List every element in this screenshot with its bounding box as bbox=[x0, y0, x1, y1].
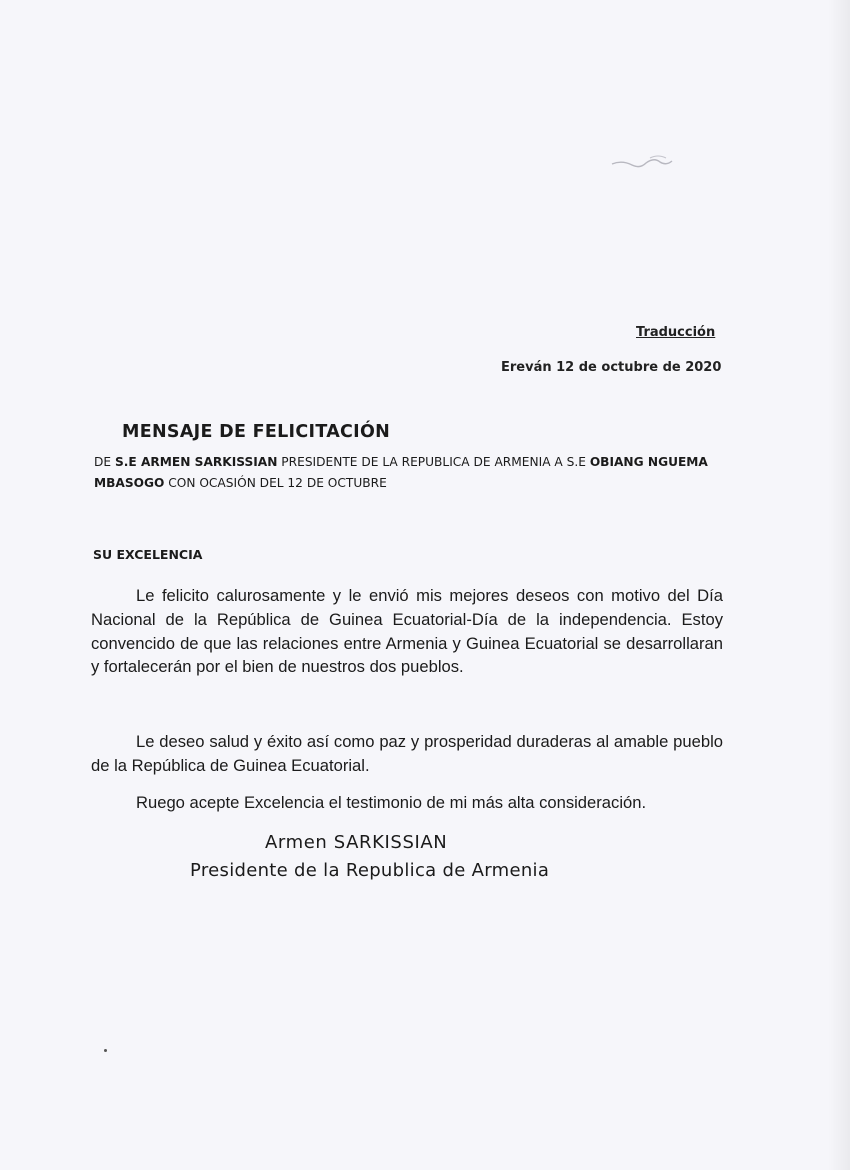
date-line: Ereván 12 de octubre de 2020 bbox=[501, 360, 722, 375]
scan-edge-shadow bbox=[828, 0, 850, 1170]
subtitle-suffix: CON OCASIÓN DEL 12 DE OCTUBRE bbox=[164, 476, 387, 490]
recipient-name-1: OBIANG NGUEMA bbox=[589, 455, 708, 469]
message-title: MENSAJE DE FELICITACIÓN bbox=[122, 422, 391, 442]
signature-name: Armen SARKISSIAN bbox=[265, 832, 448, 853]
scan-smudge-mark bbox=[610, 152, 674, 174]
recipient-name-2: MBASOGO bbox=[94, 476, 165, 490]
body-paragraph-3: Ruego acepte Excelencia el testimonio de mi más alta consideración. bbox=[136, 793, 647, 812]
subtitle-se: S.E bbox=[114, 455, 141, 469]
signature-title: Presidente de la Republica de Armenia bbox=[190, 860, 550, 881]
translation-label: Traducción bbox=[636, 325, 716, 340]
message-subtitle bbox=[94, 452, 708, 494]
body-paragraph-1-block bbox=[91, 584, 723, 679]
subtitle-middle: PRESIDENTE DE LA REPUBLICA DE ARMENIA A S.E bbox=[277, 455, 590, 469]
body-paragraph-3-block bbox=[91, 791, 723, 815]
sender-name: ARMEN SARKISSIAN bbox=[140, 455, 278, 469]
body-paragraph-2-block bbox=[91, 730, 723, 778]
scan-speck bbox=[104, 1049, 107, 1052]
salutation: SU EXCELENCIA bbox=[93, 547, 203, 562]
subtitle-prefix: DE bbox=[94, 455, 115, 469]
body-paragraph-1: Le felicito calurosamente y le envió mis mejores deseos con motivo del Día Nacional de la República de Guinea Ecuatorial-Día de la independencia. Estoy convencido de que las relaciones entre Armenia y Guinea Ecuatorial se desarrollaran y fortalecerán por el bien de nuestros dos pueblos. bbox=[91, 586, 723, 677]
body-paragraph-2: Le deseo salud y éxito así como paz y prosperidad duraderas al amable pueblo de la República de Guinea Ecuatorial. bbox=[91, 732, 723, 775]
